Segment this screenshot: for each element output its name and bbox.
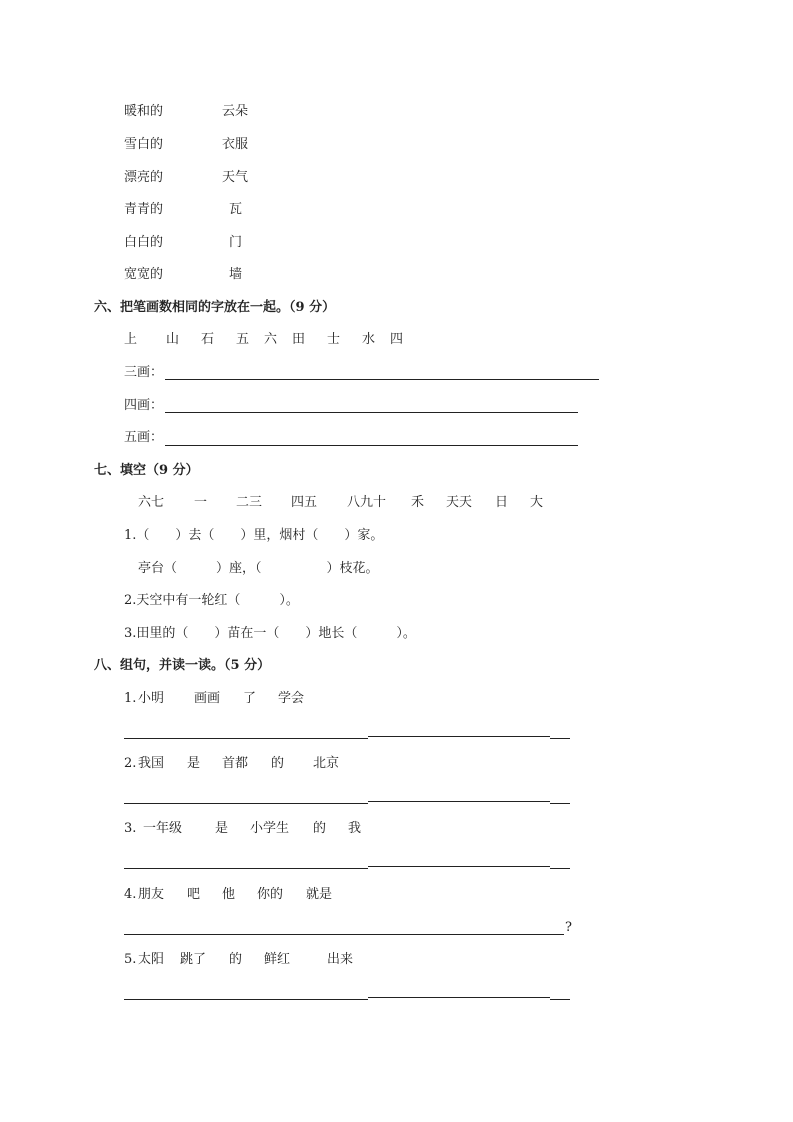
match-left-1: 暖和的 xyxy=(124,104,164,119)
fill-question-1b: 亭台（ ）座，（ ）枝花。 xyxy=(138,561,379,576)
sentence-word: 出来 xyxy=(327,952,354,967)
answer-line-segment xyxy=(368,997,550,998)
match-right-1: 云朵 xyxy=(222,104,249,119)
four-stroke-label: 四画： xyxy=(124,398,164,413)
sentence-number: 1. xyxy=(124,691,137,706)
answer-line-segment-break xyxy=(368,998,550,1000)
sentence-word: 你的 xyxy=(257,887,284,902)
three-stroke-answer-line[interactable] xyxy=(165,379,599,380)
sentence-word: 的 xyxy=(313,821,327,836)
word-bank-item: 天天 xyxy=(446,495,473,510)
word-bank-item: 八九十 xyxy=(347,495,387,510)
stroke-char: 山 xyxy=(166,332,180,347)
sentence-word: 他 xyxy=(222,887,236,902)
answer-line-segment-break xyxy=(368,737,550,739)
sentence-word: 是 xyxy=(215,821,229,836)
stroke-char: 士 xyxy=(327,332,341,347)
sentence-word: 我国 xyxy=(138,756,165,771)
sentence-number: 3. xyxy=(124,821,137,836)
sentence-number: 2. xyxy=(124,756,137,771)
match-left-5: 白白的 xyxy=(124,235,164,250)
sentence-word: 小明 xyxy=(138,691,165,706)
match-left-2: 雪白的 xyxy=(124,137,164,152)
sentence-word: 鲜红 xyxy=(264,952,291,967)
sentence-answer-line[interactable] xyxy=(124,934,564,935)
word-bank-item: 日 xyxy=(495,495,509,510)
stroke-char: 六 xyxy=(264,332,278,347)
match-left-6: 宽宽的 xyxy=(124,267,164,282)
fill-question-2: 2.天空中有一轮红（ ）。 xyxy=(124,593,299,608)
sentence-word: 的 xyxy=(271,756,285,771)
answer-line-segment-break xyxy=(368,802,550,804)
sentence-word: 北京 xyxy=(313,756,340,771)
sentence-word: 吧 xyxy=(187,887,201,902)
match-left-4: 青青的 xyxy=(124,202,164,217)
sentence-word: 太阳 xyxy=(138,952,165,967)
sentence-word: 首都 xyxy=(222,756,249,771)
word-bank-item: 二三 xyxy=(236,495,263,510)
section-6-title: 六、把笔画数相同的字放在一起。（9 分） xyxy=(94,300,336,315)
word-bank-item: 六七 xyxy=(138,495,165,510)
match-right-2: 衣服 xyxy=(222,137,249,152)
fill-question-3: 3.田里的（ ）苗在一（ ）地长（ ）。 xyxy=(124,626,416,641)
sentence-word: 一年级 xyxy=(143,821,183,836)
word-bank-item: 大 xyxy=(530,495,544,510)
sentence-word: 画画 xyxy=(194,691,221,706)
stroke-char: 五 xyxy=(236,332,250,347)
sentence-word: 学会 xyxy=(278,691,305,706)
four-stroke-answer-line[interactable] xyxy=(165,412,578,413)
word-bank-item: 一 xyxy=(194,495,208,510)
fill-question-1a: 1.（ ）去（ ）里，烟村（ ）家。 xyxy=(124,528,384,543)
sentence-word: 小学生 xyxy=(250,821,290,836)
answer-line-segment xyxy=(368,866,550,867)
word-bank-item: 四五 xyxy=(291,495,318,510)
word-bank-item: 禾 xyxy=(411,495,425,510)
sentence-word: 是 xyxy=(187,756,201,771)
sentence-word: 的 xyxy=(229,952,243,967)
question-mark: ? xyxy=(565,920,572,935)
three-stroke-label: 三画： xyxy=(124,365,164,380)
sentence-word: 了 xyxy=(243,691,257,706)
section-7-title: 七、填空（9 分） xyxy=(94,463,199,478)
stroke-char: 田 xyxy=(292,332,306,347)
sentence-number: 4. xyxy=(124,887,137,902)
stroke-char: 上 xyxy=(124,332,138,347)
match-right-4: 瓦 xyxy=(229,202,243,217)
match-left-3: 漂亮的 xyxy=(124,170,164,185)
sentence-number: 5. xyxy=(124,952,137,967)
stroke-char: 石 xyxy=(201,332,215,347)
answer-line-segment xyxy=(368,736,550,737)
five-stroke-answer-line[interactable] xyxy=(165,445,578,446)
answer-line-segment-break xyxy=(368,867,550,869)
answer-line-segment xyxy=(368,801,550,802)
sentence-word: 就是 xyxy=(306,887,333,902)
match-right-3: 天气 xyxy=(222,170,249,185)
sentence-word: 跳了 xyxy=(180,952,207,967)
sentence-word: 朋友 xyxy=(138,887,165,902)
match-right-6: 墙 xyxy=(229,267,243,282)
sentence-word: 我 xyxy=(348,821,362,836)
stroke-char: 水 xyxy=(362,332,376,347)
five-stroke-label: 五画： xyxy=(124,430,164,445)
stroke-char: 四 xyxy=(390,332,404,347)
section-8-title: 八、组句，并读一读。（5 分） xyxy=(94,658,271,673)
match-right-5: 门 xyxy=(229,235,243,250)
